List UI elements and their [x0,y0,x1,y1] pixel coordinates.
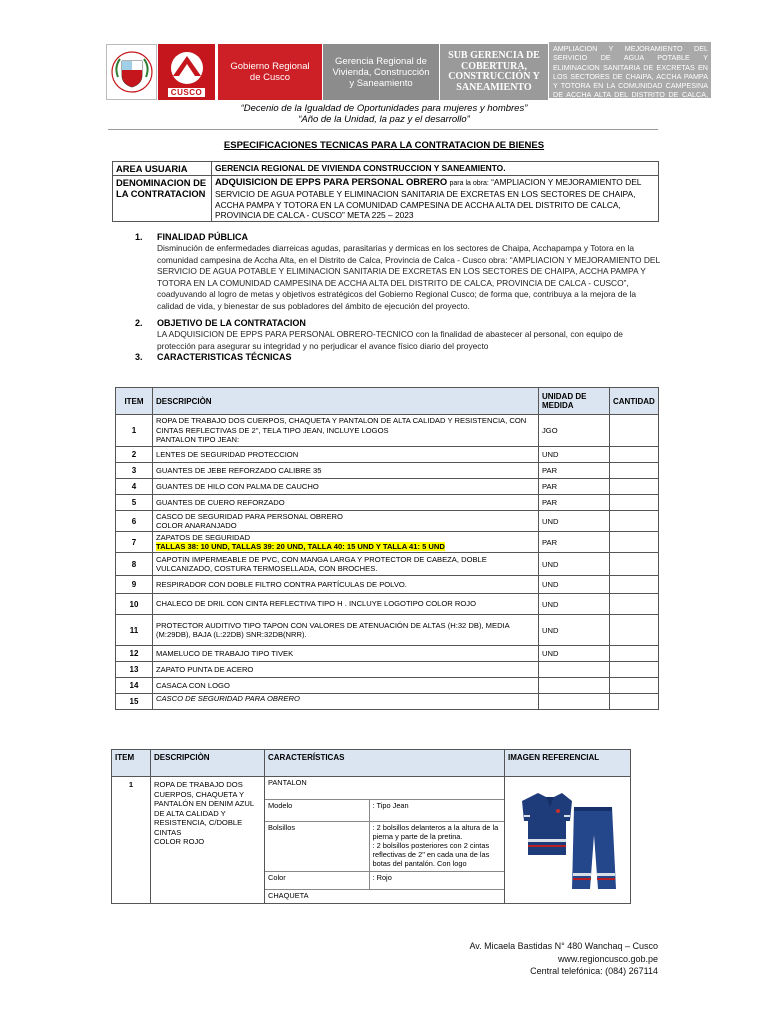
item-number: 1 [116,415,153,447]
bolsillos-key: Bolsillos [265,821,369,871]
chaqueta-label: CHAQUETA [265,889,504,903]
table-row [116,415,659,447]
gobierno-regional-box [218,44,322,100]
section-number: 3. [135,352,143,362]
item-number: 15 [116,694,153,710]
item-description: PROTECTOR AUDITIVO TIPO TAPON CON VALORES DE ATENUACIÓN DE ALTAS (H:32 DB), MEDIA (M:29DB), BAJA (L:22DB) SNR:32DB(NRR). [153,615,539,646]
item-qty [610,694,659,710]
item-number: 3 [116,463,153,479]
item-qty [610,553,659,576]
table-row [116,463,659,479]
items-table [115,387,659,710]
item-number: 11 [116,615,153,646]
characteristics-cell [265,777,505,904]
item-qty [610,594,659,615]
item-description: CAPOTIN IMPERMEABLE DE PVC, CON MANGA LARGA Y PROTECTOR DE CABEZA, DOBLE VULCANIZADO, COSTURA TERMOSELLADA, CON BROCHES. [153,553,539,576]
peru-coat-of-arms-logo [106,44,157,100]
item-description: GUANTES DE CUERO REFORZADO [153,495,539,511]
table-row [116,694,659,710]
item-description [153,532,539,553]
gerencia-regional-label: Gerencia Regional de Vivienda, Construcción y Saneamiento [332,55,430,89]
footer-phone: Central telefónica: (084) 267114 [530,966,658,976]
table-row [116,662,659,678]
item-description: ZAPATO PUNTA DE ACERO [153,662,539,678]
table-row [116,495,659,511]
logo-cusco-label: CUSCO [168,88,205,97]
item-qty [610,646,659,662]
col-item: ITEM [112,750,151,777]
table-row [116,615,659,646]
table-row [116,576,659,594]
footer [469,940,658,978]
item-description: MAMELUCO DE TRABAJO TIPO TIVEK [153,646,539,662]
col-descripcion: DESCRIPCIÒN [153,388,539,415]
item-qty [610,576,659,594]
item-qty [610,415,659,447]
item-unit: UND [539,511,610,532]
col-descripcion: DESCRIPCIÒN [151,750,265,777]
item-description [153,511,539,532]
footer-website[interactable]: www.regioncusco.gob.pe [557,953,658,964]
section-heading: OBJETIVO DE LA CONTRATACION [157,318,306,328]
project-header-text: AMPLIACION Y MEJORAMIENTO DEL SERVICIO DE AGUA POTABLE Y ELIMINACION SANITARIA DE EXCRETAS EN LOS SECTORES DE CHAIPA, ACCHA PAMPA Y TOTORA EN LA COMUNIDAD CAMPESINA DE ACCHA ALTA DEL DISTRITO DE CALCA, PROVINCIA DE CALCA - CUSCO [553,44,708,109]
section-heading: FINALIDAD PÚBLICA [157,232,248,242]
characteristics-header [112,750,631,777]
area-row [113,162,659,176]
area-table [112,161,659,222]
table-row [116,594,659,615]
item-description-line: ZAPATOS DE SEGURIDAD [156,532,251,542]
item-qty [610,662,659,678]
item-unit [539,678,610,694]
item-unit: UND [539,447,610,463]
item-unit: UND [539,553,610,576]
area-label: AREA USUARIA [113,162,212,176]
subgerencia-box [440,44,548,100]
objetivo-paragraph: LA ADQUISICION DE EPPS PARA PERSONAL OBRERO-TECNICO con la finalidad de abastecer al personal, con equipo de protección para asegurar su integridad y no perjudicar el avance físico diario del proyecto [157,329,623,351]
item-qty [610,615,659,646]
item-number: 14 [116,678,153,694]
modelo-value: : Tipo Jean [369,799,504,821]
area-value: GERENCIA REGIONAL DE VIVIENDA CONSTRUCCION Y SANEAMIENTO. [212,162,659,176]
item-number: 5 [116,495,153,511]
item-description: GUANTES DE HILO CON PALMA DE CAUCHO [153,479,539,495]
item-description: RESPIRADOR CON DOBLE FILTRO CONTRA PARTÍCULAS DE POLVO. [153,576,539,594]
item-description-line2: PANTALON TIPO JEAN: [156,435,240,445]
table-row [116,678,659,694]
bolsillos-line1: : 2 bolsillos delanteros a la altura de la pierna y parte de la pretina. [372,822,499,841]
pantalon-label: PANTALON [265,777,504,799]
item-qty [610,463,659,479]
document-title: ESPECIFICACIONES TECNICAS PARA LA CONTRATACION DE BIENES [223,140,545,151]
item-qty [610,479,659,495]
item-number: 9 [116,576,153,594]
item-number: 2 [116,447,153,463]
item-unit: JGO [539,415,610,447]
item-qty [610,495,659,511]
denominacion-project: “AMPLIACION Y MEJORAMIENTO DEL SERVICIO DE AGUA POTABLE Y ELIMINACION SANITARIA DE EXCRETAS EN LOS SECTORES DE CHAIPA, ACCHA PAMPA Y TOTORA EN LA COMUNIDAD CAMPESINA DE ACCHA ALTA DEL DISTRITO DE CALCA, PROVINCIA DE CALCA - CUSCO” META 225 – 2023 [215,177,642,220]
year-line: “Año de la Unidad, la paz y el desarrollo” [298,114,470,125]
denominacion-para-la-obra: para la obra: [449,180,489,187]
item-description-text: ROPA DE TRABAJO DOS CUERPOS, CHAQUETA Y PANTALÓN EN DENIM AZUL DE ALTA CALIDAD Y RESISTENCIA, C/DOBLE CINTAS [154,780,254,837]
item-description: CASCO DE SEGURIDAD PARA OBRERO [153,694,539,710]
bolsillos-line2: : 2 bolsillos posteriores con 2 cintas reflectivas de 2" en cada una de las botas del pantalón. Con logo [372,840,490,868]
denominacion-label: DENOMINACION DE LA CONTRATACION [113,176,212,222]
item-qty [610,511,659,532]
gobierno-regional-cusco-logo [158,44,215,100]
item-description-line: ROPA DE TRABAJO DOS CUERPOS, CHAQUETA Y PANTALON DE ALTA CALIDAD Y RESISTENCIA, CON CINTAS REFLECTIVAS DE 2", TELA TIPO JEAN, INCLUYE LOGOS [156,416,527,435]
table-row [116,532,659,553]
col-item: ITEM [116,388,153,415]
workwear-image [516,781,620,897]
item-description-line: CASCO DE SEGURIDAD PARA PERSONAL OBRERO [156,511,343,521]
item-number: 1 [112,777,151,904]
item-number: 10 [116,594,153,615]
col-caracteristicas: CARACTERÍSTICAS [265,750,505,777]
finalidad-paragraph: Disminución de enfermedades diarreicas agudas, parasitarias y dermicas en los sectores de Chaipa, Acchapampa y Totora en la comunidad campesina de Accha Alta, en el Distrito de Calca, Provincia de Calca - Cusco obra: “AMPLIACION Y MEJORAMIENTO DEL SERVICIO DE AGUA POTABLE Y ELIMINACION SANITARIA DE EXCRETAS EN LOS SECTORES DE CHAIPA, ACCHA PAMPA Y TOTORA EN LA COMUNIDAD CAMPESINA DE ACCHA ALTA DEL DISTRITO DE CALCA, PROVINCIA DE CALCA - CUSCO”, coadyuvando al logro de metas y objetivos estratégicos del Gobierno Regional Cusco; de forma que, contribuya a la mejora de la calidad de vida, y bienestar de sus pobladores del ámbito de ejecución del proyecto. [157,243,660,311]
reference-image-cell [505,777,631,904]
col-imagen: IMAGEN REFERENCIAL [505,750,631,777]
gerencia-regional-box [323,44,439,100]
item-description [151,777,265,904]
item-description: CASACA CON LOGO [153,678,539,694]
item-number: 6 [116,511,153,532]
color-key: Color [265,871,369,889]
item-unit: PAR [539,463,610,479]
table-row [116,447,659,463]
footer-address: Av. Micaela Bastidas N° 480 Wanchaq – Cusco [469,941,658,951]
section-number: 1. [135,232,143,242]
characteristics-table [111,749,631,904]
item-unit: UND [539,576,610,594]
item-description [153,415,539,447]
gobierno-regional-label: Gobierno Regional de Cusco [230,61,310,83]
item-unit: PAR [539,532,610,553]
table-row [116,646,659,662]
item-qty [610,532,659,553]
col-cantidad: CANTIDAD [610,388,659,415]
item-description-line2: COLOR ANARANJADO [156,521,237,530]
item-number: 7 [116,532,153,553]
item-description: LENTES DE SEGURIDAD PROTECCION [153,447,539,463]
item-qty [610,678,659,694]
item-number: 8 [116,553,153,576]
item-unit: PAR [539,479,610,495]
bolsillos-value [369,821,504,871]
modelo-key: Modelo [265,799,369,821]
table-row [112,777,631,904]
table-row [116,511,659,532]
item-color-text: COLOR ROJO [154,837,205,846]
item-unit: UND [539,615,610,646]
item-number: 12 [116,646,153,662]
col-unidad: UNIDAD DE MEDIDA [539,388,610,415]
table-row [116,553,659,576]
characteristics-inner [265,777,504,903]
item-description: CHALECO DE DRIL CON CINTA REFLECTIVA TIPO H . INCLUYE LOGOTIPO COLOR ROJO [153,594,539,615]
item-qty [610,447,659,463]
item-number: 13 [116,662,153,678]
item-unit [539,662,610,678]
item-description: GUANTES DE JEBE REFORZADO CALIBRE 35 [153,463,539,479]
denominacion-row [113,176,659,222]
shoe-sizes-highlight: TALLAS 38: 10 UND, TALLAS 39: 20 UND, TALLA 40: 15 UND Y TALLA 41: 5 UND [156,542,445,551]
item-unit [539,694,610,710]
item-number: 4 [116,479,153,495]
table-row [116,479,659,495]
color-value: : Rojo [369,871,504,889]
decenio-line: “Decenio de la Igualdad de Oportunidades para mujeres y hombres” [240,103,528,114]
project-header-box [549,42,711,109]
denominacion-value [212,176,659,222]
section-heading: CARACTERISTICAS TÉCNICAS [157,352,292,362]
header-divider [108,129,658,130]
item-unit: UND [539,646,610,662]
items-table-header [116,388,659,415]
item-unit: PAR [539,495,610,511]
denominacion-title: ADQUISICION DE EPPS PARA PERSONAL OBRERO [215,176,448,187]
subgerencia-label: SUB GERENCIA DE COBERTURA, CONSTRUCCIÓN Y SANEAMIENTO [448,50,540,93]
item-unit: UND [539,594,610,615]
section-number: 2. [135,318,143,328]
